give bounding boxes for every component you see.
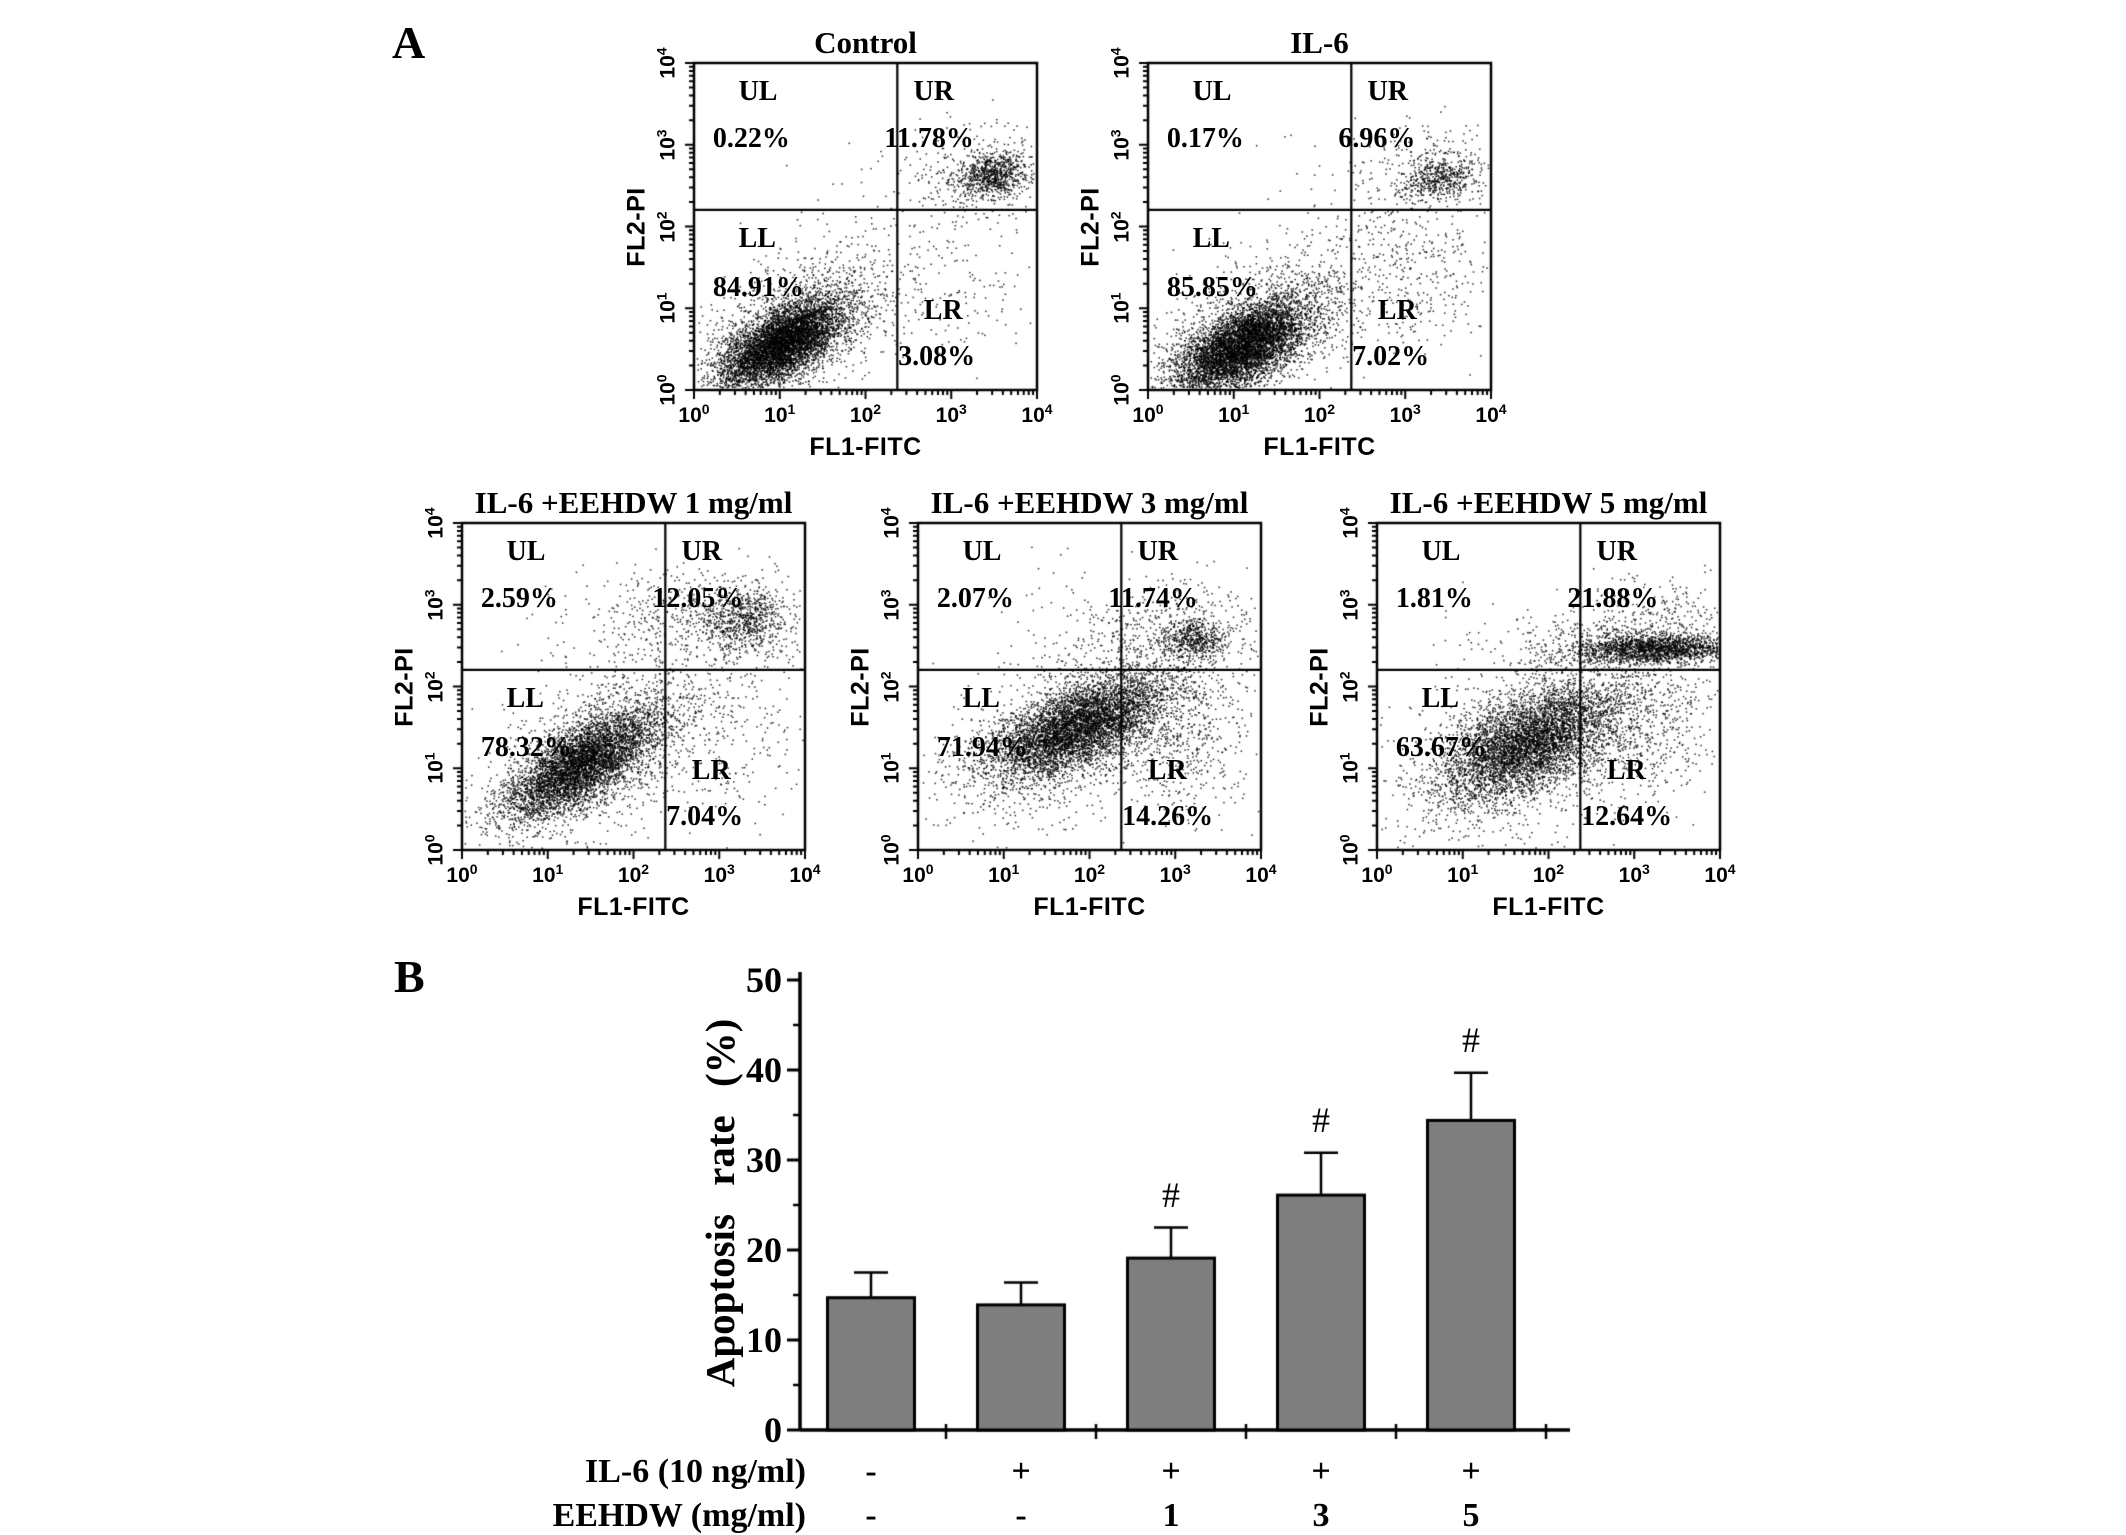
quadrant-pct-ul: 1.81% — [1395, 583, 1473, 615]
y-axis-label: FL2-PI — [1305, 646, 1334, 727]
x-tick-label: $10^3$ — [1159, 861, 1191, 887]
x-axis-label: FL1-FITC — [809, 433, 922, 461]
x-tick-label: $10^0$ — [446, 861, 478, 887]
x-tick-label: $10^1$ — [1218, 401, 1250, 427]
y-tick-label: $10^1$ — [877, 752, 904, 784]
x-tick-label: $10^3$ — [935, 401, 967, 427]
panel-b-label: B — [394, 951, 425, 1002]
plot-title: IL-6 +EEHDW 3 mg/ml — [930, 485, 1249, 520]
quadrant-name-ul: UL — [1192, 76, 1232, 108]
y-axis-label: FL2-PI — [846, 646, 875, 727]
y-tick-label: $10^0$ — [421, 834, 448, 866]
x-tick-label: $10^4$ — [1704, 861, 1736, 887]
quadrant-pct-ur: 11.78% — [884, 123, 974, 155]
x-tick-label: $10^0$ — [678, 401, 710, 427]
x-tick-label: $10^4$ — [789, 861, 821, 887]
y-tick-label: $10^4$ — [1336, 507, 1363, 539]
quadrant-pct-ll: 78.32% — [480, 732, 572, 764]
y-axis-label: FL2-PI — [1076, 186, 1105, 267]
x-axis-label: FL1-FITC — [1492, 893, 1605, 921]
y-tick-label: $10^0$ — [1336, 834, 1363, 866]
quadrant-pct-lr: 14.26% — [1122, 800, 1214, 832]
bar-ytick-label: 50 — [746, 960, 782, 1000]
plot-title: Control — [814, 25, 917, 60]
y-tick-label: $10^2$ — [421, 670, 448, 703]
bar-ytick-label: 40 — [746, 1050, 782, 1090]
row-header: IL-6 (10 ng/ml) — [585, 1453, 806, 1490]
row-value: 5 — [1462, 1497, 1480, 1534]
quadrant-name-lr: LR — [1377, 295, 1417, 327]
quadrant-pct-ur: 6.96% — [1338, 123, 1416, 155]
plot-title: IL-6 +EEHDW 5 mg/ml — [1389, 485, 1708, 520]
x-tick-label: $10^3$ — [703, 861, 735, 887]
quadrant-name-ll: LL — [962, 683, 1000, 715]
y-tick-label: $10^3$ — [877, 589, 904, 621]
row-value: + — [1311, 1453, 1331, 1490]
y-tick-label: $10^2$ — [1336, 670, 1363, 703]
quadrant-pct-ur: 11.74% — [1108, 583, 1198, 615]
quadrant-pct-lr: 7.04% — [666, 800, 744, 832]
x-axis-label: FL1-FITC — [1033, 893, 1146, 921]
row-value: + — [1161, 1453, 1181, 1490]
quadrant-pct-ll: 85.85% — [1166, 272, 1258, 304]
panel-a-label: A — [392, 17, 426, 68]
y-tick-label: $10^1$ — [421, 752, 448, 784]
bar-annotation: # — [1162, 1174, 1180, 1215]
quadrant-pct-lr: 7.02% — [1352, 340, 1430, 372]
y-tick-label: $10^2$ — [653, 210, 680, 243]
quadrant-name-ur: UR — [1596, 536, 1637, 568]
y-tick-label: $10^1$ — [1336, 752, 1363, 784]
bar-ytick-label: 30 — [746, 1140, 782, 1180]
quadrant-pct-lr: 3.08% — [898, 340, 976, 372]
quadrant-name-ul: UL — [1421, 536, 1461, 568]
x-axis-label: FL1-FITC — [1263, 433, 1376, 461]
quadrant-pct-lr: 12.64% — [1581, 800, 1673, 832]
x-tick-label: $10^3$ — [1618, 861, 1650, 887]
quadrant-name-ur: UR — [1367, 76, 1408, 108]
y-tick-label: $10^0$ — [653, 374, 680, 406]
row-value: - — [865, 1453, 877, 1490]
plot-title: IL-6 +EEHDW 1 mg/ml — [474, 485, 793, 520]
row-value: - — [1015, 1497, 1027, 1534]
y-tick-label: $10^0$ — [877, 834, 904, 866]
quadrant-pct-ll: 84.91% — [712, 272, 804, 304]
quadrant-name-ll: LL — [738, 223, 776, 255]
quadrant-name-ur: UR — [913, 76, 954, 108]
row-value: - — [865, 1497, 877, 1534]
row-value: 1 — [1162, 1497, 1180, 1534]
x-tick-label: $10^4$ — [1475, 401, 1507, 427]
plot-title: IL-6 — [1290, 25, 1349, 60]
y-tick-label: $10^4$ — [653, 47, 680, 79]
y-tick-label: $10^3$ — [1107, 129, 1134, 161]
y-axis-label: FL2-PI — [622, 186, 651, 267]
quadrant-pct-ul: 2.59% — [480, 583, 558, 615]
y-tick-label: $10^3$ — [421, 589, 448, 621]
x-tick-label: $10^2$ — [1303, 401, 1336, 427]
y-tick-label: $10^4$ — [421, 507, 448, 539]
x-tick-label: $10^2$ — [1073, 861, 1106, 887]
quadrant-pct-ll: 63.67% — [1395, 732, 1487, 764]
quadrant-name-ll: LL — [1192, 223, 1230, 255]
x-tick-label: $10^2$ — [617, 861, 650, 887]
y-tick-label: $10^2$ — [1107, 210, 1134, 243]
bar-ytick-label: 0 — [764, 1410, 782, 1450]
quadrant-pct-ur: 12.05% — [652, 583, 744, 615]
quadrant-pct-ul: 0.22% — [712, 123, 790, 155]
x-tick-label: $10^3$ — [1389, 401, 1421, 427]
y-axis-label: FL2-PI — [390, 646, 419, 727]
x-tick-label: $10^0$ — [1132, 401, 1164, 427]
bar-ytick-label: 10 — [746, 1320, 782, 1360]
x-tick-label: $10^4$ — [1021, 401, 1053, 427]
y-tick-label: $10^4$ — [877, 507, 904, 539]
y-tick-label: $10^0$ — [1107, 374, 1134, 406]
quadrant-name-lr: LR — [691, 755, 731, 787]
quadrant-name-ll: LL — [506, 683, 544, 715]
x-tick-label: $10^0$ — [902, 861, 934, 887]
bar-ytick-label: 20 — [746, 1230, 782, 1270]
quadrant-name-lr: LR — [1147, 755, 1187, 787]
x-tick-label: $10^1$ — [764, 401, 796, 427]
quadrant-name-ur: UR — [681, 536, 722, 568]
y-tick-label: $10^2$ — [877, 670, 904, 703]
quadrant-name-ur: UR — [1137, 536, 1178, 568]
row-value: 3 — [1312, 1497, 1330, 1534]
quadrant-pct-ur: 21.88% — [1567, 583, 1659, 615]
y-tick-label: $10^1$ — [653, 292, 680, 324]
quadrant-name-lr: LR — [1606, 755, 1646, 787]
quadrant-pct-ll: 71.94% — [936, 732, 1028, 764]
quadrant-name-ul: UL — [506, 536, 546, 568]
x-tick-label: $10^0$ — [1361, 861, 1393, 887]
quadrant-name-lr: LR — [923, 295, 963, 327]
bar-y-axis-label: Apoptosis rate (%) — [697, 1018, 743, 1388]
bar-annotation: # — [1462, 1019, 1480, 1060]
x-tick-label: $10^1$ — [1447, 861, 1479, 887]
x-tick-label: $10^1$ — [988, 861, 1020, 887]
row-value: + — [1461, 1453, 1481, 1490]
y-tick-label: $10^3$ — [653, 129, 680, 161]
bar-annotation: # — [1312, 1099, 1330, 1140]
quadrant-pct-ul: 0.17% — [1166, 123, 1244, 155]
quadrant-pct-ul: 2.07% — [936, 583, 1014, 615]
y-tick-label: $10^1$ — [1107, 292, 1134, 324]
row-value: + — [1011, 1453, 1031, 1490]
x-tick-label: $10^4$ — [1245, 861, 1277, 887]
row-header: EEHDW (mg/ml) — [552, 1497, 806, 1534]
quadrant-name-ul: UL — [962, 536, 1002, 568]
quadrant-name-ll: LL — [1421, 683, 1459, 715]
quadrant-name-ul: UL — [738, 76, 778, 108]
x-axis-label: FL1-FITC — [577, 893, 690, 921]
x-tick-label: $10^2$ — [849, 401, 882, 427]
x-tick-label: $10^1$ — [532, 861, 564, 887]
y-tick-label: $10^3$ — [1336, 589, 1363, 621]
x-tick-label: $10^2$ — [1532, 861, 1565, 887]
y-tick-label: $10^4$ — [1107, 47, 1134, 79]
